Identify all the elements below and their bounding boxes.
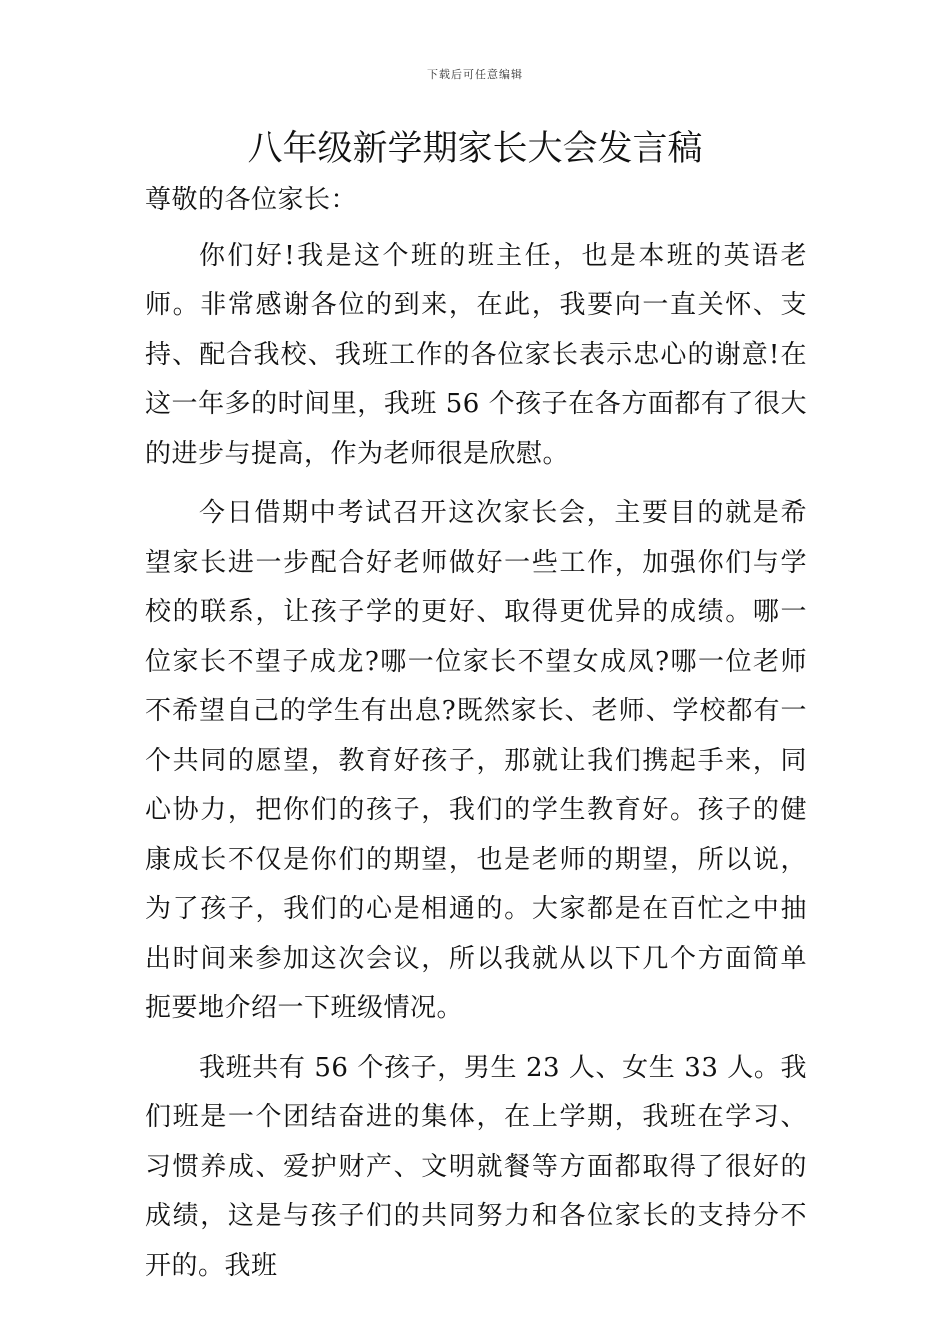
paragraph-1: 你们好!我是这个班的班主任，也是本班的英语老师。非常感谢各位的到来，在此，我要向一直关怀、支持、配合我校、我班工作的各位家长表示忠心的谢意!在这一年多的时间里，我班 56 个孩子在各方面都有了很大的进步与提高，作为老师很是欣慰。 xyxy=(145,240,807,469)
header-note: 下载后可任意编辑 xyxy=(427,68,523,81)
document-title: 八年级新学期家长大会发言稿 xyxy=(247,129,703,169)
greeting: 尊敬的各位家长： xyxy=(145,185,358,215)
paragraph-3: 我班共有 56 个孩子，男生 23 人、女生 33 人。我们班是一个团结奋进的集体，在上学期，我班在学习、习惯养成、爱护财产、文明就餐等方面都取得了很好的成绩，这是与孩子们的共同努力和各位家长的支持分不开的。我班 xyxy=(145,1052,807,1281)
paragraph-2: 今日借期中考试召开这次家长会，主要目的就是希望家长进一步配合好老师做好一些工作，加强你们与学校的联系，让孩子学的更好、取得更优异的成绩。哪一位家长不望子成龙?哪一位家长不望女成凤?哪一位老师不希望自己的学生有出息?既然家长、老师、学校都有一个共同的愿望，教育好孩子，那就让我们携起手来，同心协力，把你们的孩子，我们的学生教育好。孩子的健康成长不仅是你们的期望，也是老师的期望，所以说，为了孩子，我们的心是相通的。大家都是在百忙之中抽出时间来参加这次会议，所以我就从以下几个方面简单扼要地介绍一下班级情况。 xyxy=(145,498,807,1023)
document-body xyxy=(145,176,807,1291)
